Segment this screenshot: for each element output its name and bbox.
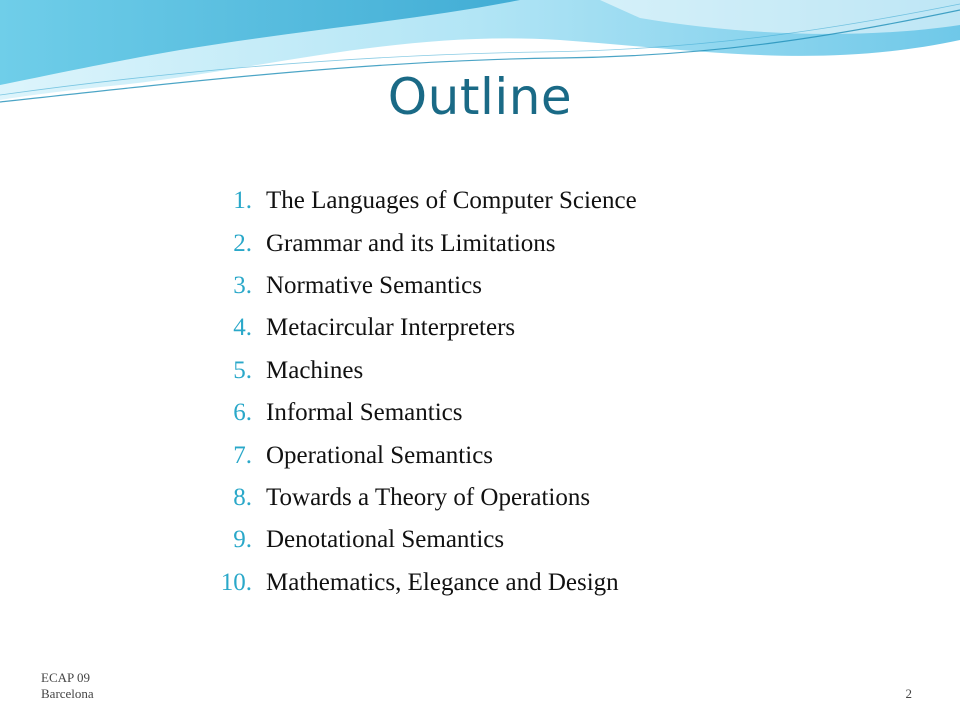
list-item xyxy=(200,392,820,434)
outline-list xyxy=(200,180,820,604)
item-number: 8. xyxy=(233,483,252,511)
item-text: Towards a Theory of Operations xyxy=(266,483,591,511)
footer-line-2: Barcelona xyxy=(41,686,94,701)
item-number: 2. xyxy=(233,229,252,257)
list-item xyxy=(200,265,820,307)
item-number: 1. xyxy=(233,187,252,215)
item-text: Grammar and its Limitations xyxy=(266,229,556,257)
item-number: 6. xyxy=(233,399,252,427)
list-item xyxy=(200,222,820,264)
slide-title: Outline xyxy=(387,68,573,126)
page-number: 2 xyxy=(905,686,912,701)
list-item xyxy=(200,180,820,222)
item-text: Normative Semantics xyxy=(266,271,482,299)
list-item xyxy=(200,307,820,349)
footer-line-1: ECAP 09 xyxy=(41,670,90,685)
list-item xyxy=(200,562,820,604)
item-text: The Languages of Computer Science xyxy=(266,187,637,215)
item-number: 5. xyxy=(233,356,252,384)
item-text: Denotational Semantics xyxy=(266,526,505,554)
item-number: 3. xyxy=(233,271,252,299)
item-number: 7. xyxy=(233,441,252,469)
list-item xyxy=(200,350,820,392)
list-item xyxy=(200,434,820,476)
footer-event-label xyxy=(41,670,94,702)
item-text: Machines xyxy=(266,356,364,384)
item-text: Metacircular Interpreters xyxy=(266,314,516,342)
list-item xyxy=(200,519,820,561)
item-text: Mathematics, Elegance and Design xyxy=(266,568,619,596)
item-number: 9. xyxy=(233,526,252,554)
item-text: Operational Semantics xyxy=(266,441,494,469)
item-text: Informal Semantics xyxy=(266,399,463,427)
item-number: 4. xyxy=(233,314,252,342)
list-item xyxy=(200,477,820,519)
item-number: 10. xyxy=(220,568,252,596)
